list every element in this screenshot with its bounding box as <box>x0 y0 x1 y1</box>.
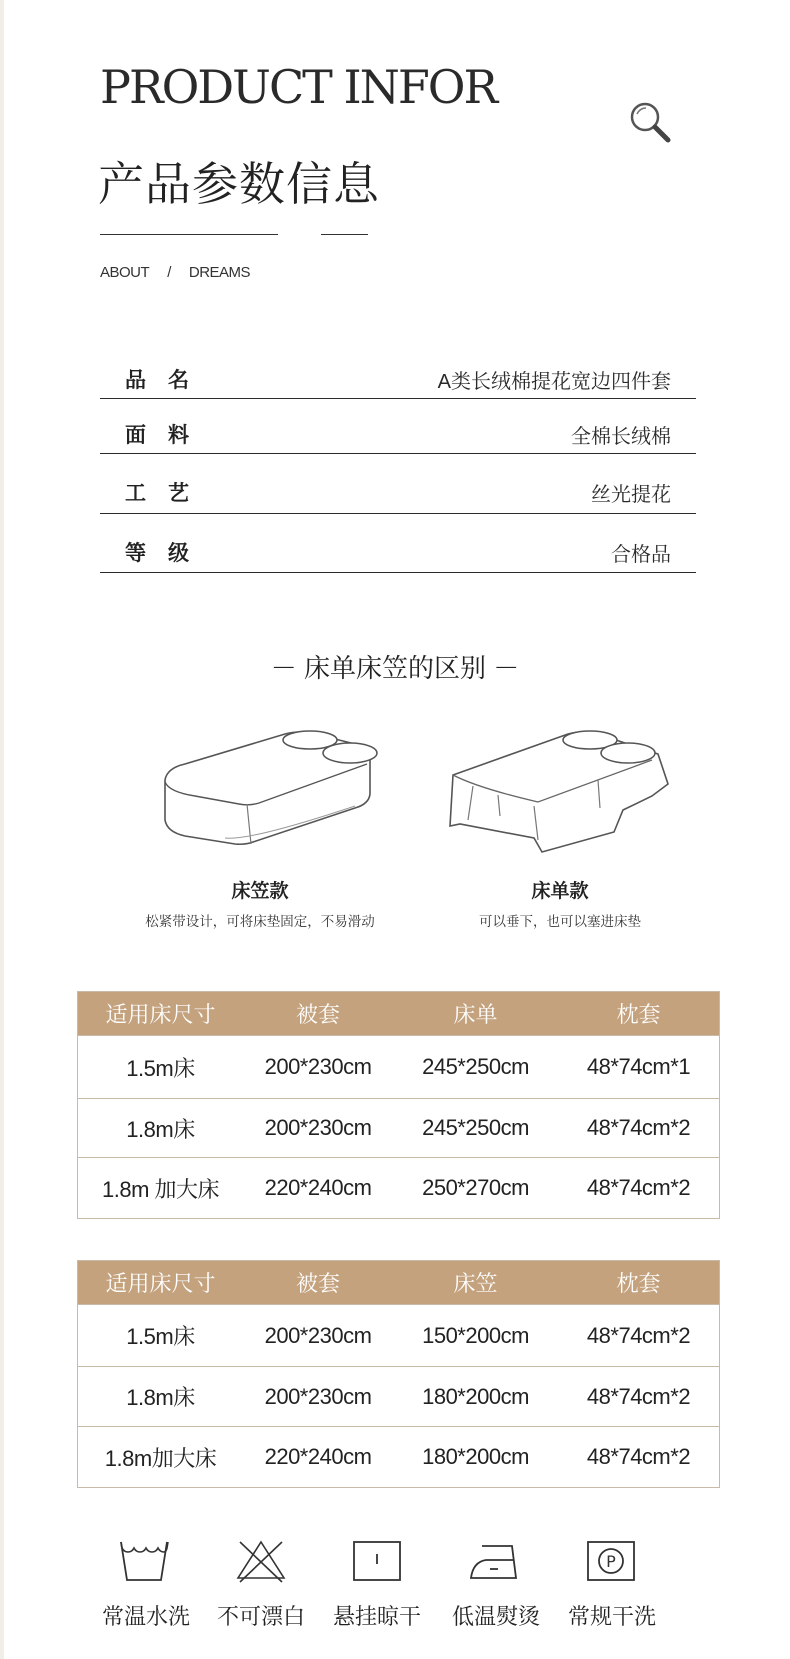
table-cell: 200*230cm <box>264 1115 372 1140</box>
table-cell: 150*200cm <box>422 1322 529 1348</box>
table-cell: 245*250cm <box>422 1054 529 1079</box>
table-cell: 220*240cm <box>264 1444 372 1469</box>
flat-sheet-illustration <box>438 720 673 860</box>
table-cell: 48*74cm*2 <box>586 1175 691 1200</box>
size-table-fitted-sheet <box>77 1260 720 1488</box>
care-label: 常规干洗 <box>568 1604 657 1629</box>
table-row <box>78 1304 719 1366</box>
crumb-dreams: DREAMS <box>188 264 251 281</box>
bed-section-title: － 床单床笠的区别 － <box>270 653 520 683</box>
spec-row <box>100 530 696 573</box>
flat-sheet-label: 床单款 <box>531 881 589 902</box>
table-cell: 48*74cm*2 <box>586 1115 691 1140</box>
crumb-separator: / <box>167 264 171 281</box>
table-header-cell: 床笠 <box>453 1271 498 1296</box>
table-header-cell: 枕套 <box>616 1271 661 1296</box>
flat-sheet-desc: 可以垂下，也可以塞进床垫 <box>479 914 641 929</box>
spec-key: 面料 <box>125 424 211 447</box>
table-cell: 1.5m床 <box>126 1055 195 1081</box>
wash-tub-icon <box>118 1538 170 1584</box>
table-cell: 180*200cm <box>422 1383 529 1409</box>
no-bleach-icon <box>234 1538 288 1584</box>
fitted-sheet-desc: 松紧带设计，可将床垫固定，不易滑动 <box>145 914 375 929</box>
breadcrumb <box>100 264 250 281</box>
fitted-sheet-label: 床笠款 <box>231 881 289 902</box>
header-rule-short <box>321 234 368 235</box>
table-cell: 245*250cm <box>422 1115 529 1140</box>
spec-key: 品名 <box>125 369 211 392</box>
title-english: PRODUCT INFOR <box>100 60 497 114</box>
table-header-cell: 床单 <box>453 1002 498 1027</box>
table-cell: 48*74cm*2 <box>586 1383 691 1409</box>
care-label: 常温水洗 <box>102 1604 191 1629</box>
table-cell: 200*230cm <box>264 1322 372 1348</box>
spec-value: 合格品 <box>611 544 671 566</box>
table-row <box>78 1426 719 1487</box>
table-cell: 250*270cm <box>422 1175 529 1200</box>
table-header-cell: 枕套 <box>616 1002 661 1027</box>
header-rule <box>100 234 278 235</box>
table-header-cell: 适用床尺寸 <box>105 1002 216 1027</box>
table-row <box>78 1366 719 1426</box>
size-table-flat-sheet <box>77 991 720 1219</box>
svg-text:P: P <box>606 1552 616 1571</box>
spec-value: 丝光提花 <box>591 484 671 506</box>
low-iron-icon <box>468 1538 520 1584</box>
care-label: 不可漂白 <box>217 1604 306 1629</box>
crumb-about: ABOUT <box>100 264 150 281</box>
spec-value: 全棉长绒棉 <box>571 426 671 448</box>
table-header <box>78 1261 719 1304</box>
table-cell: 200*230cm <box>264 1383 372 1409</box>
search-icon[interactable] <box>628 100 674 146</box>
table-cell: 180*200cm <box>422 1444 529 1469</box>
table-header-cell: 被套 <box>295 1002 340 1027</box>
page-edge <box>0 0 4 1659</box>
table-header-cell: 适用床尺寸 <box>105 1271 216 1296</box>
spec-row <box>100 413 696 454</box>
table-cell: 1.8m 加大床 <box>101 1176 220 1202</box>
table-cell: 220*240cm <box>264 1175 372 1200</box>
table-cell: 1.8m床 <box>126 1385 195 1410</box>
title-chinese: 产品参数信息 <box>98 157 380 211</box>
table-cell: 48*74cm*1 <box>586 1054 691 1079</box>
fitted-sheet-illustration <box>155 720 385 855</box>
table-row <box>78 1035 719 1098</box>
table-cell: 1.8m床 <box>126 1116 195 1142</box>
hang-dry-icon <box>351 1538 403 1584</box>
care-label: 悬挂晾干 <box>333 1604 422 1629</box>
spec-row <box>100 470 696 514</box>
spec-key: 等级 <box>125 542 211 565</box>
table-cell: 1.5m床 <box>126 1324 195 1349</box>
table-header <box>78 992 719 1035</box>
table-header-cell: 被套 <box>295 1271 340 1296</box>
table-row <box>78 1157 719 1218</box>
table-cell: 1.8m加大床 <box>104 1445 217 1471</box>
dry-clean-p-icon <box>585 1538 637 1584</box>
spec-value: A类长绒棉提花宽边四件套 <box>437 371 671 393</box>
spec-key: 工艺 <box>125 482 211 505</box>
table-row <box>78 1098 719 1157</box>
table-cell: 200*230cm <box>264 1054 372 1079</box>
table-cell: 48*74cm*2 <box>586 1444 691 1469</box>
spec-row <box>100 358 696 399</box>
care-label: 低温熨烫 <box>452 1604 541 1629</box>
table-cell: 48*74cm*2 <box>586 1322 691 1348</box>
